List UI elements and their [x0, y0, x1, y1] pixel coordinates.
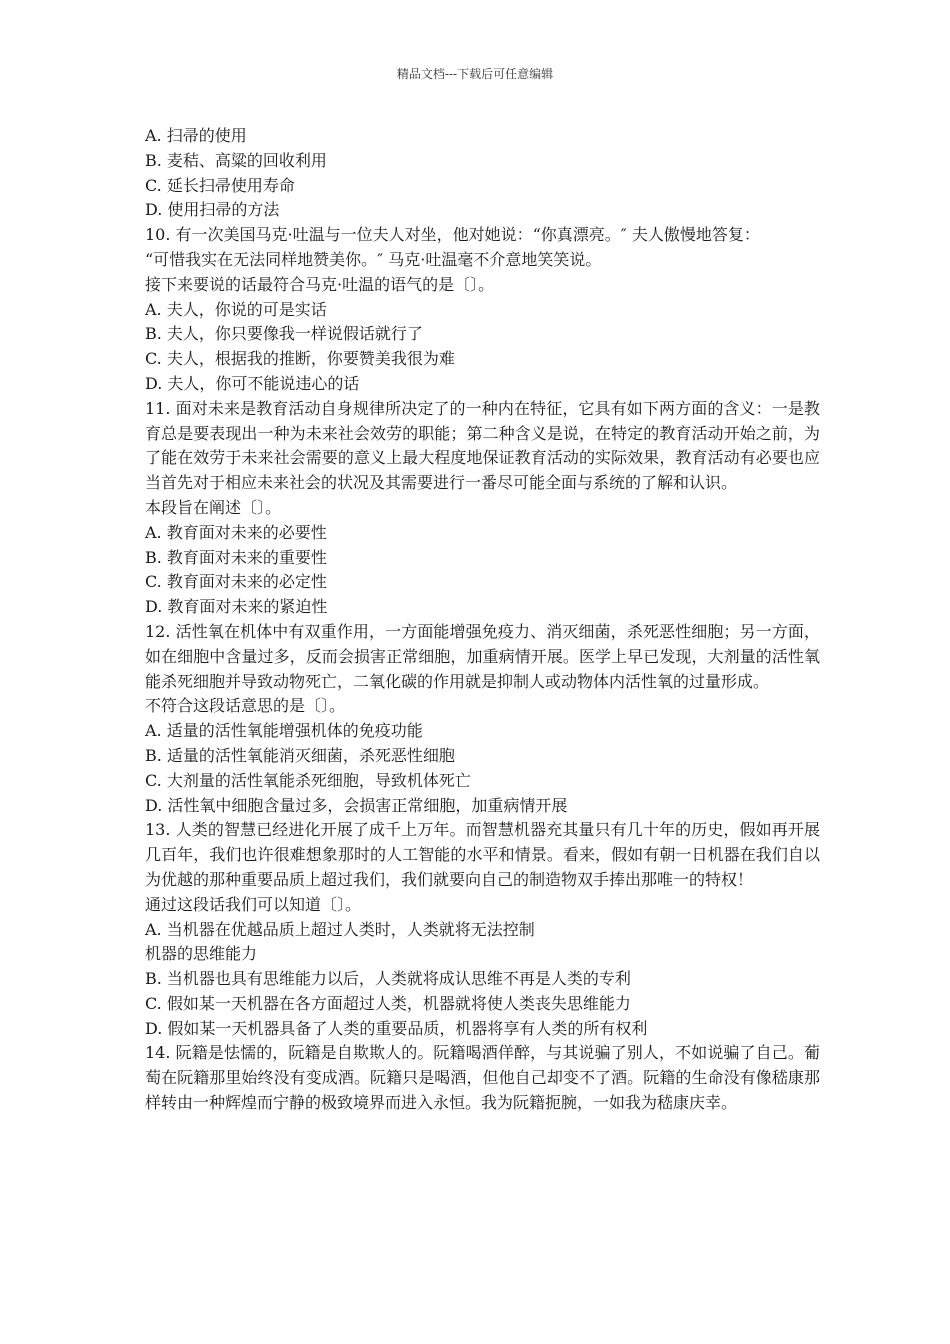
option-a-continued: 机器的思维能力	[145, 944, 258, 964]
option-a: A. 当机器在优越品质上超过人类时，人类就将无法控制	[145, 919, 535, 939]
option-b: B. 夫人，你只要像我一样说假话就行了	[145, 324, 423, 344]
question-12	[145, 620, 820, 818]
option-a: A. 扫帚的使用	[145, 126, 247, 145]
option-b: B. 当机器也具有思维能力以后，人类就将成认思维不再是人类的专利	[145, 969, 631, 989]
question-stem: 10. 有一次美国马克·吐温与一位夫人对坐，他对她说：“你真漂亮。″ 夫人傲慢地答复：	[145, 225, 760, 245]
question-prompt: 通过这段话我们可以知道〔〕。	[145, 894, 362, 914]
question-9-options	[145, 124, 820, 223]
page-header: 精品文档---下载后可任意编辑	[396, 67, 554, 81]
option-b: B. 教育面对未来的重要性	[145, 547, 327, 567]
document-body	[145, 124, 820, 1116]
question-stem: 11. 面对未来是教育活动自身规律所决定了的一种内在特征，它具有如下两方面的含义：一是教育总是要表现出一种为未来社会效劳的职能；第二种含义是说，在特定的教育活动开始之前，为了能在效劳于未来社会需要的意义上最大程度地保证教育活动的实际效果，教育活动有必要也应当首先对于相应未来社会的状况及其需要进行一番尽可能全面与系统的了解和认识。	[145, 398, 820, 493]
option-a: A. 教育面对未来的必要性	[145, 522, 327, 542]
question-prompt: 本段旨在阐述〔〕。	[145, 497, 282, 517]
question-14	[145, 1041, 820, 1115]
question-stem: 14. 阮籍是怯懦的，阮籍是自欺欺人的。阮籍喝酒佯醉，与其说骗了别人，不如说骗了自己。葡萄在阮籍那里始终没有变成酒。阮籍只是喝酒，但他自己却变不了酒。阮籍的生命没有像嵇康那样转由一种辉煌而宁静的极致境界而进入永恒。我为阮籍扼腕，一如我为嵇康庆幸。	[145, 1043, 820, 1113]
question-stem-continued: “可惜我实在无法同样地赞美你。″ 马克·吐温毫不介意地笑笑说。	[145, 249, 602, 269]
question-prompt: 接下来要说的话最符合马克·吐温的语气的是〔〕。	[145, 274, 495, 294]
question-stem: 12. 活性氧在机体中有双重作用，一方面能增强免疫力、消灭细菌，杀死恶性细胞；另一方面，如在细胞中含量过多，反而会损害正常细胞，加重病情开展。医学上早已发现，大剂量的活性氧能杀死细胞并导致动物死亡，二氧化碳的作用就是抑制人或动物体内活性氧的过量形成。	[145, 621, 820, 691]
option-b: B. 适量的活性氧能消灭细菌，杀死恶性细胞	[145, 745, 455, 765]
option-c: C. 大剂量的活性氧能杀死细胞，导致机体死亡	[145, 770, 471, 790]
option-d: D. 教育面对未来的紧迫性	[145, 597, 328, 617]
option-c: C. 假如某一天机器在各方面超过人类，机器就将使人类丧失思维能力	[145, 993, 631, 1013]
option-d: D. 夫人，你可不能说违心的话	[145, 373, 360, 393]
option-d: D. 使用扫帚的方法	[145, 200, 280, 220]
question-stem: 13. 人类的智慧已经进化开展了成千上万年。而智慧机器充其量只有几十年的历史，假如再开展几百年，我们也许很难想象那时的人工智能的水平和情景。看来，假如有朝一日机器在我们自以为优越的那种重要品质上超过我们，我们就要向自己的制造物双手捧出那唯一的特权！	[145, 820, 820, 889]
question-prompt: 不符合这段话意思的是〔〕。	[145, 696, 346, 716]
option-b: B. 麦秸、高粱的回收利用	[145, 150, 327, 170]
option-a: A. 适量的活性氧能增强机体的免疫功能	[145, 721, 423, 741]
option-c: C. 延长扫帚使用寿命	[145, 175, 295, 195]
question-11	[145, 397, 820, 620]
option-c: C. 教育面对未来的必定性	[145, 572, 327, 592]
question-13	[145, 818, 820, 1041]
option-c: C. 夫人，根据我的推断，你要赞美我很为难	[145, 349, 455, 369]
question-10	[145, 223, 820, 397]
option-a: A. 夫人，你说的可是实话	[145, 299, 327, 319]
option-d: D. 假如某一天机器具备了人类的重要品质，机器将享有人类的所有权利	[145, 1018, 648, 1038]
option-d: D. 活性氧中细胞含量过多，会损害正常细胞，加重病情开展	[145, 795, 568, 815]
